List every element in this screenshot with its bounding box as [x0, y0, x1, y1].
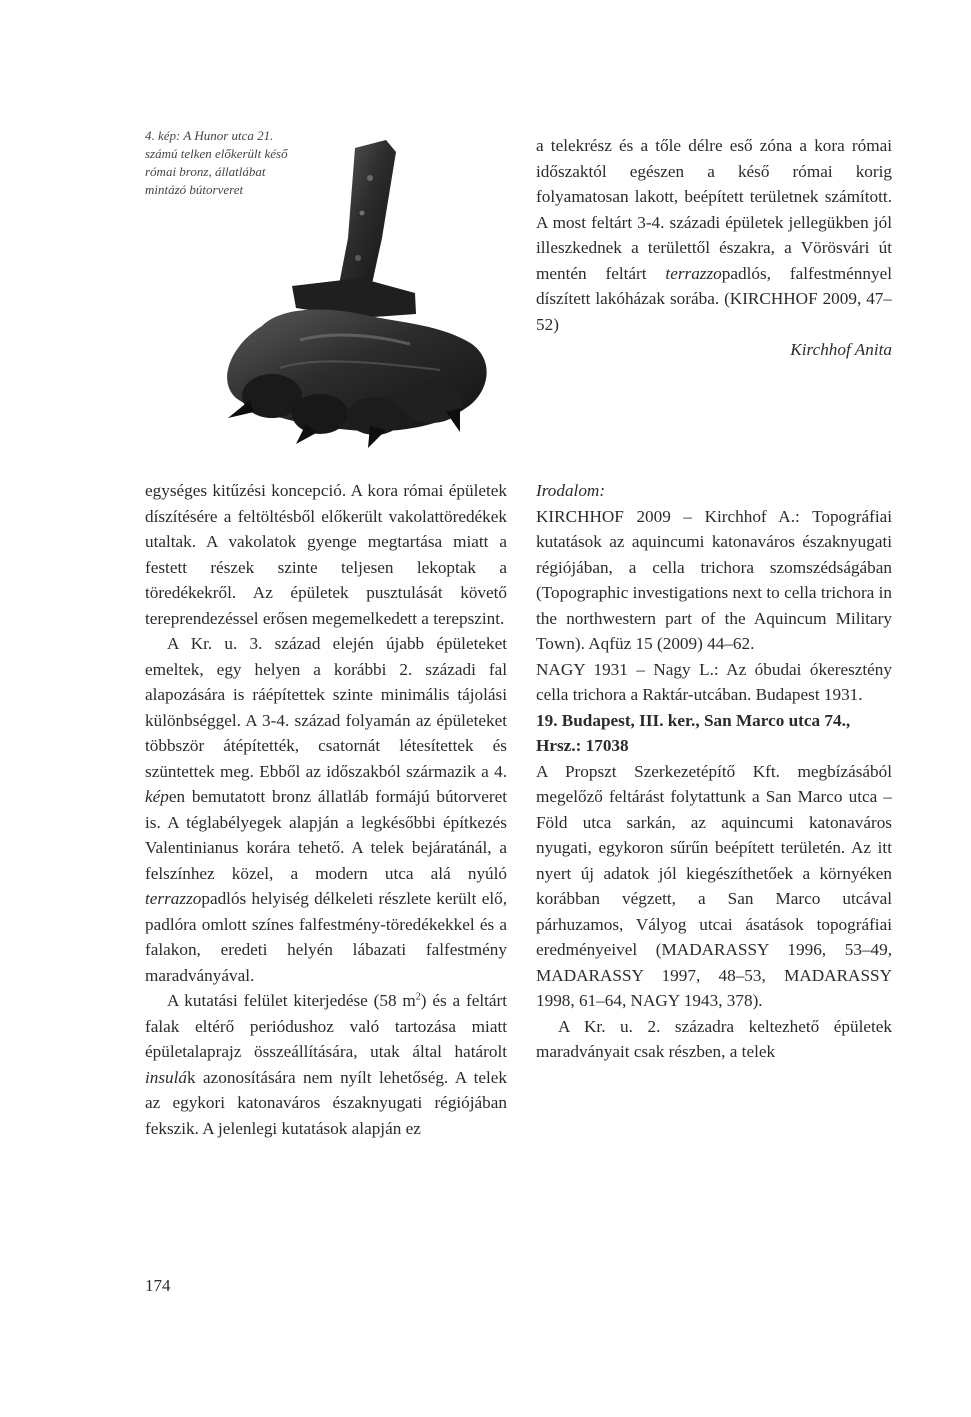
caption-line: 4. kép: A Hunor utca 21.: [145, 128, 274, 143]
paragraph: [145, 988, 507, 1141]
section-heading: 19. Budapest, III. ker., San Marco utca 74., Hrsz.: 17038: [536, 710, 851, 755]
body-text: padlós helyiség délkeleti részlete került elő, padlóra omlott színes falfestmény-töredékekkel és a falakon, eredeti helyén lábazati falfestmény maradványával.: [145, 889, 507, 985]
paragraph: A Propszt Szerkezetépítő Kft. megbízásából megelőző feltárást folytattunk a San Marco utca – Föld utca sarkán, az aquincumi katonaváros nyugati, egykoron sűrűn beépített területén. Az itt nyert új adatok jól kiegészíthetőek a környéken korábban végzett, a San Marco utcával párhuzamos, Vályog utcai ásatások topográfiai eredményeivel (MADARASSY 1996, 53–49, MADARASSY 1997, 48–53, MADARASSY 1998, 61–64, NAGY 1943, 378).: [536, 761, 892, 1010]
reference-entry: NAGY 1931 – Nagy L.: Az óbudai ókeresztény cella trichora a Raktár-utcában. Budapest 1931.: [536, 659, 892, 704]
author-signature: Kirchhof Anita: [790, 340, 892, 359]
body-text: A kutatási felület kiterjedése (58 m: [167, 991, 416, 1010]
italic-term: terrazzo: [145, 889, 202, 908]
literature-heading: Irodalom:: [536, 481, 606, 500]
italic-term: terrazzo: [665, 263, 722, 283]
paragraph: A Kr. u. 2. századra keltezhető épületek maradványait csak részben, a telek: [536, 1016, 892, 1061]
superscript: 2: [415, 991, 421, 1003]
page-number: 174: [145, 1276, 171, 1295]
body-text: a telekrész és a tőle délre eső zóna a kora római időszaktól egészen a késő római korig folyamatosan lakott, beépített területnek számított. A most feltárt 3-4. századi épületek jellegükben jól illeszkednek a területtől északra, a Vörösvári út mentén feltárt: [536, 136, 892, 283]
bronze-animal-foot-icon: [210, 118, 510, 453]
top-right-paragraph: [536, 133, 892, 363]
italic-term: kép: [145, 787, 169, 806]
body-text: k azonosítására nem nyílt lehetőség. A telek az egykori katonaváros északnyugati régiójában fekszik. A jelenlegi kutatások alapján ez: [145, 1067, 507, 1138]
reference-entry: KIRCHHOF 2009 – Kirchhof A.: Topográfiai kutatások az aquincumi katonaváros északnyugati régiójában, a cella trichora szomszédságában (Topographic investigations next to cella trichora in the northwestern part of the Aquincum Military Town). Aqfüz 15 (2009) 44–62.: [536, 506, 892, 653]
paragraph: egységes kitűzési koncepció. A kora római épületek díszítésére a feltöltésből előkerült vakolattöredékek utaltak. A vakolatok gyenge megtartása miatt a festett részek szinte teljesen lekoptak a töredékekről. Az épületek pusztulását követő tereprendezéssel erősen megemelkedett a terepszint.: [145, 481, 507, 628]
caption-line: számú telken előkerült késő: [145, 146, 288, 161]
caption-line: római bronz, állatlábat: [145, 164, 266, 179]
paragraph: [145, 631, 507, 988]
body-text: padlós, falfestménnyel díszített lakóházak sorába. (KIRCHHOF 2009, 47–52): [536, 263, 892, 334]
caption-line: mintázó bútorveret: [145, 182, 244, 197]
body-text: A Kr. u. 3. század elején újabb épületeket emeltek, egy helyen a korábbi 2. századi fal alapozására is ráépítettek szinte minimális tájolási különbséggel. A 3-4. század folyamán az épületeket többször átépítették, csatornát létesítettek és szüntettek meg. Ebből az időszakból származik a 4.: [145, 634, 507, 781]
italic-term: insulá: [145, 1067, 188, 1087]
body-text: en bemutatott bronz állatláb formájú bútorveret is. A téglabélyegek alapján a legkésőbbi építkezés Valentinianus korára tehető. A telek bejáratánál, a felszínhez közel, a modern utca alá nyúló: [145, 787, 507, 883]
body-text: ) és a feltárt falak eltérő periódushoz való tartozása miatt épületalaprajz összeállítására, utak által határolt: [145, 991, 507, 1061]
left-column: [145, 478, 507, 1141]
right-column: [536, 478, 892, 1065]
